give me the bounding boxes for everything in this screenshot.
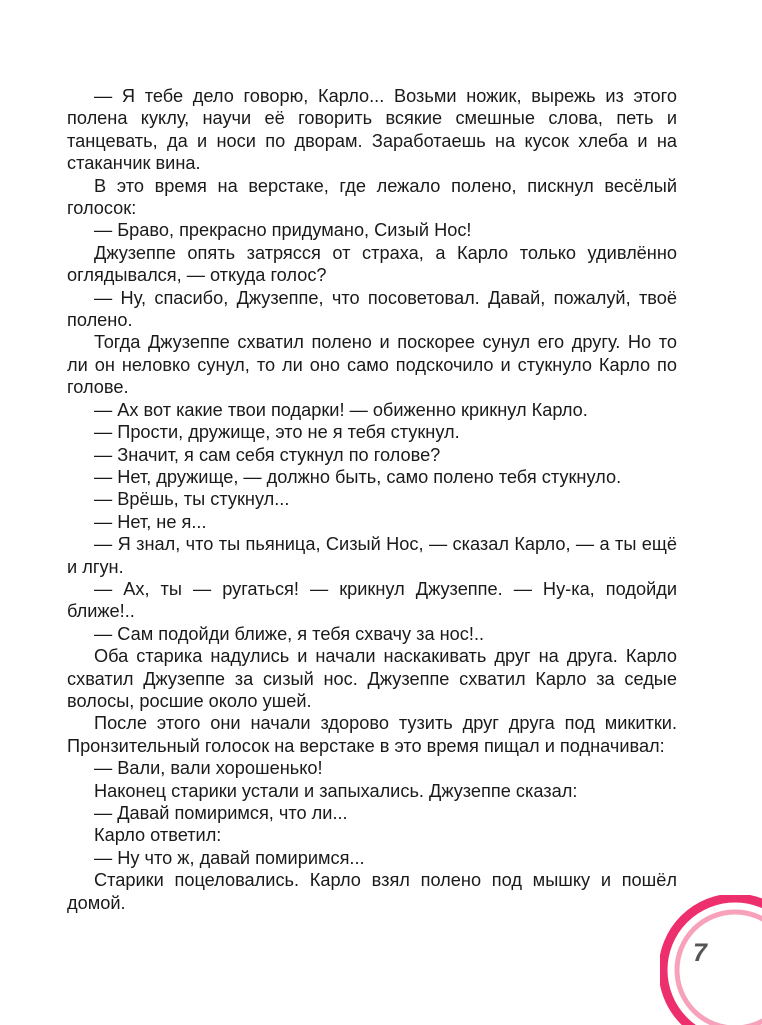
- paragraph: — Я тебе дело говорю, Карло... Возьми ножик, вырежь из этого полена куклу, научи её говорить всякие смешные слова, петь и танцевать, да и носи по дворам. Заработаешь на кусок хлеба и на стаканчик вина.: [67, 86, 677, 174]
- paragraph: В это время на верстаке, где лежало полено, пискнул весёлый голосок:: [67, 175, 677, 219]
- paragraph: — Значит, я сам себя стукнул по голове?: [94, 444, 441, 465]
- paragraph: — Браво, прекрасно придумано, Сизый Нос!: [94, 220, 472, 241]
- paragraph: — Нет, не я...: [94, 511, 207, 532]
- paragraph: — Ну что ж, давай помиримся...: [94, 847, 365, 868]
- paragraph: — Врёшь, ты стукнул...: [94, 489, 290, 510]
- paragraph: Наконец старики устали и запыхались. Джузеппе сказал:: [94, 780, 578, 801]
- paragraph: — Вали, вали хорошенько!: [94, 758, 323, 779]
- paragraph: — Ах, ты — ругаться! — крикнул Джузеппе. — Ну-ка, подойди ближе!..: [67, 578, 677, 622]
- paragraph: — Ну, спасибо, Джузеппе, что посоветовал. Давай, пожалуй, твоё полено.: [67, 287, 677, 331]
- paragraph: — Ах вот какие твои подарки! — обиженно крикнул Карло.: [94, 399, 588, 420]
- paragraph: — Нет, дружище, — должно быть, само полено тебя стукнуло.: [94, 466, 622, 487]
- paragraph: Джузеппе опять затрясся от страха, а Карло только удивлённо оглядывался, — откуда голос?: [67, 242, 677, 286]
- paragraph: Оба старика надулись и начали наскакивать друг на друга. Карло схватил Джузеппе за сизый нос. Джузеппе схватил Карло за седые волосы, росшие около ушей.: [67, 646, 677, 711]
- inner-ring: [677, 912, 762, 1025]
- paragraph: — Сам подойди ближе, я тебя схвачу за нос!..: [94, 623, 485, 644]
- page-body-text: [67, 85, 677, 914]
- paragraph: Старики поцеловались. Карло взял полено под мышку и пошёл домой.: [67, 870, 677, 913]
- paragraph: После этого они начали здорово тузить друг друга под микитки. Пронзительный голосок на верстаке в это время пищал и подначивал:: [67, 713, 677, 756]
- page-number-badge: [660, 895, 762, 1025]
- page-number-ring-icon: [660, 895, 762, 1025]
- paragraph: — Я знал, что ты пьяница, Сизый Нос, — сказал Карло, — а ты ещё и лгун.: [67, 534, 677, 577]
- paragraph: — Прости, дружище, это не я тебя стукнул.: [94, 422, 460, 443]
- paragraph: — Давай помиримся, что ли...: [94, 803, 348, 823]
- page-number: 7: [693, 939, 707, 967]
- paragraph: Тогда Джузеппе схватил полено и поскорее сунул его другу. Но то ли он неловко сунул, то ли оно само подскочило и стукнуло Карло по голове.: [67, 332, 677, 398]
- paragraph: Карло ответил:: [94, 825, 222, 846]
